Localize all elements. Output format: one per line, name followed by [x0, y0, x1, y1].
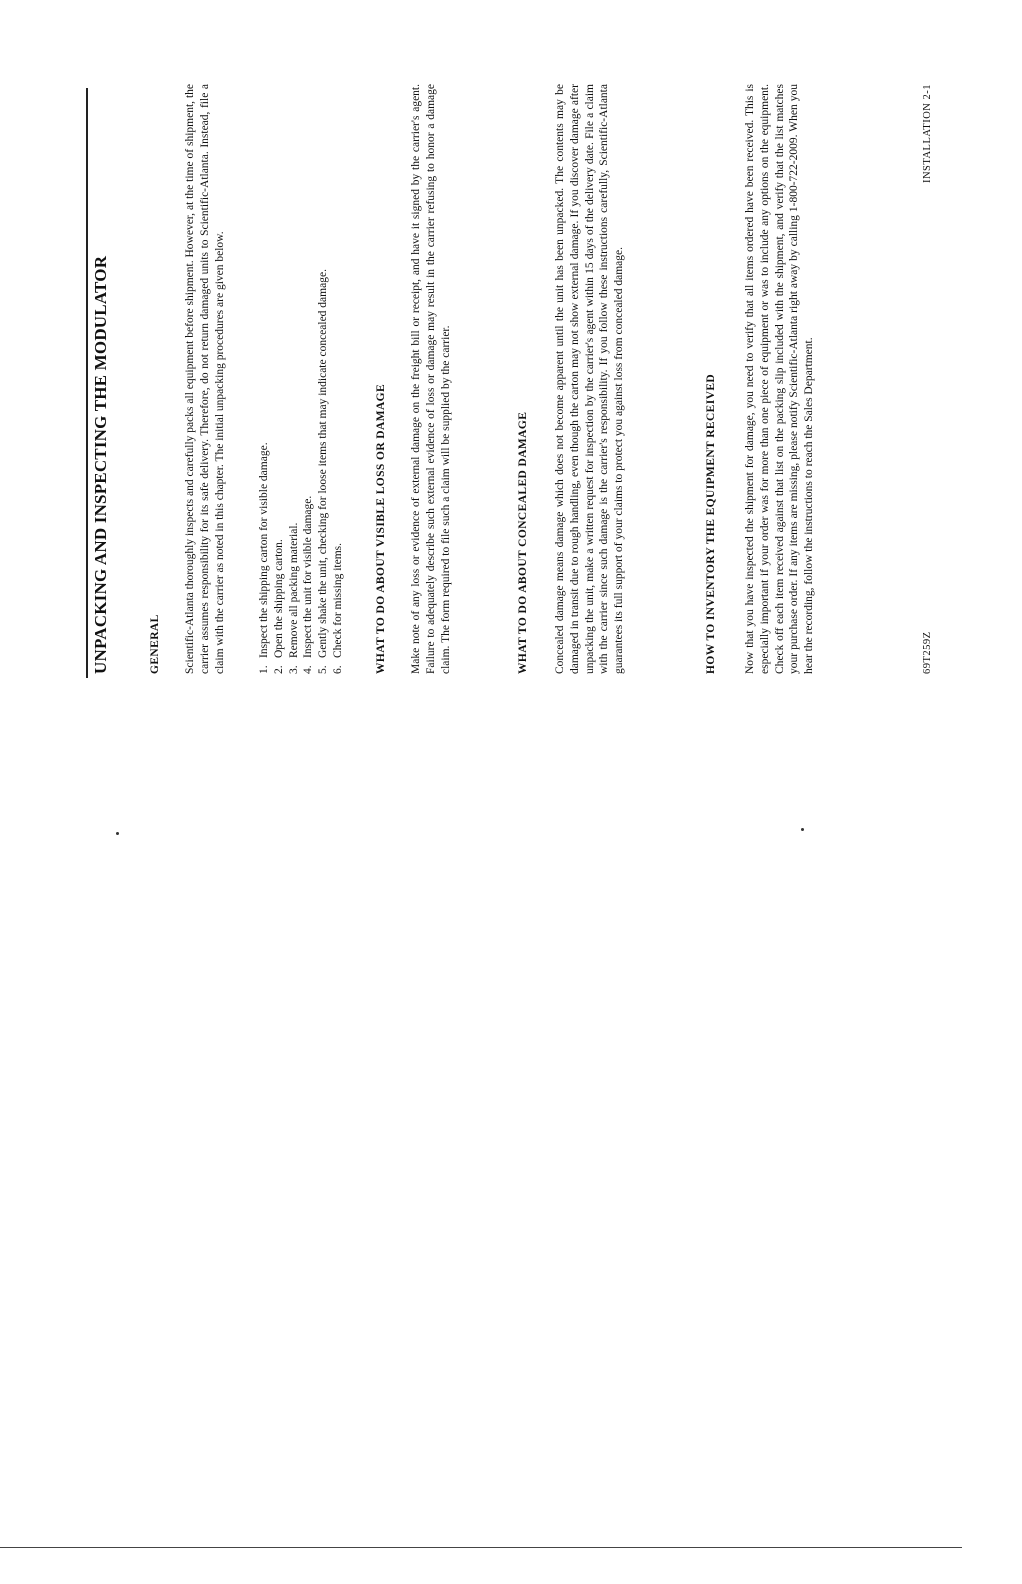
scan-bottom-rule	[0, 1547, 962, 1548]
page-number-label: INSTALLATION 2-1	[922, 84, 933, 184]
list-item: 3. Remove all packing material.	[287, 522, 300, 674]
unpacking-steps-list	[257, 84, 346, 674]
section-heading-general: GENERAL	[149, 614, 161, 674]
list-item: 5. Gently shake the unit, checking for loose items that may indicate concealed damage.	[317, 269, 330, 674]
section-heading-visible-loss: WHAT TO DO ABOUT VISIBLE LOSS OR DAMAGE	[375, 383, 387, 674]
list-item: 1. Inspect the shipping carton for visible damage.	[258, 442, 270, 674]
concealed-damage-paragraph: Concealed damage means damage which does not become apparent until the unit has been unpacked. The contents may be damaged in transit due to rough handling, even though the carton may not show external damage. If you discover damage after unpacking the unit, make a written request for inspection by the carrier's agent within 15 days of the delivery date. File a claim with the carrier since such damage is the carrier's responsibility. If you follow these instructions carefully, Scientific-Atlanta guarantees its full support of your claims to protect you against loss from concealed damage.	[554, 84, 626, 674]
inventory-paragraph: Now that you have inspected the shipment for damage, you need to verify that all items ordered have been received. This is especially important if your order was for more than one piece of equipment or was to include any options on the equipment. Check off each item received against that list on the packing slip included with the shipment, and verify that the list matches your purchase order. If any items are missing, please notify Scientific-Atlanta right away by calling 1-800-722-2009. When you hear the recording, follow the instructions to reach the Sales Department.	[744, 84, 816, 674]
section-heading-inventory: HOW TO INVENTORY THE EQUIPMENT RECEIVED	[705, 373, 717, 674]
scan-speck	[116, 832, 119, 835]
rotated-document-page	[91, 84, 941, 674]
page-title: UNPACKING AND INSPECTING THE MODULATOR	[91, 255, 110, 674]
general-paragraph: Scientific-Atlanta thoroughly inspects and carefully packs all equipment before shipment. However, at the time of shipment, the carrier assumes responsibility for its safe delivery. Therefore, do not return damaged units to Scientific-Atlanta. Instead, file a claim with the carrier as noted in this chapter. The initial unpacking procedures are given below.	[184, 84, 226, 674]
list-item: 2. Open the shipping carton.	[272, 539, 285, 674]
scan-speck	[801, 828, 804, 831]
section-heading-concealed-damage: WHAT TO DO ABOUT CONCEALED DAMAGE	[517, 411, 529, 674]
list-item: 6. Check for missing items.	[331, 543, 344, 674]
document-number: 69T259Z	[922, 631, 933, 674]
list-item: 4. Inspect the unit for visible damage.	[302, 495, 315, 674]
scan-edge-rule	[86, 88, 88, 678]
visible-loss-paragraph: Make note of any loss or evidence of external damage on the freight bill or receipt, and have it signed by the carrier's agent. Failure to adequately describe such external evidence of loss or damage may result in the carrier refusing to honor a damage claim. The form required to file such a claim will be supplied by the carrier.	[410, 84, 452, 674]
